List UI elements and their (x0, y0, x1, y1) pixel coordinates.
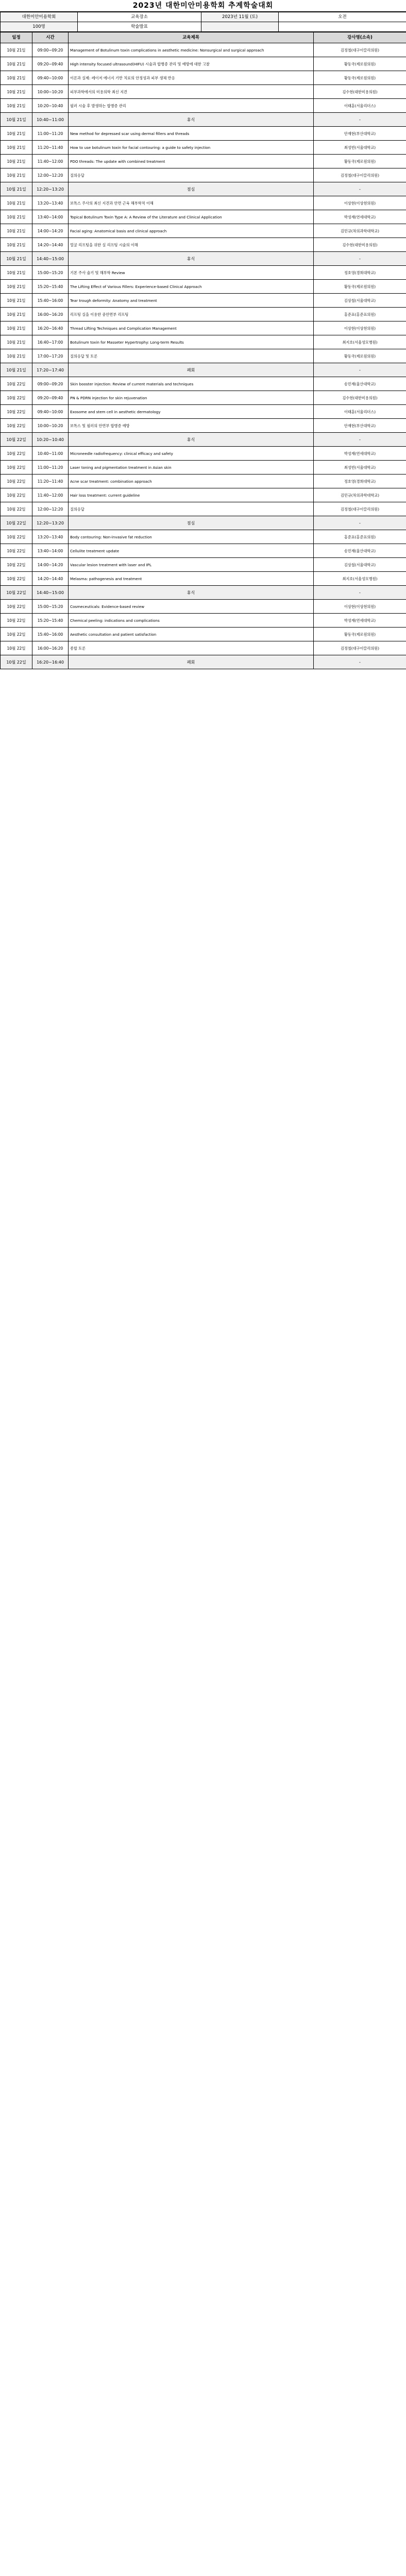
schedule-body (1, 43, 406, 669)
time-cell: 12:00~12:20 (32, 168, 69, 182)
date-cell: 10월 22일 (1, 488, 32, 502)
speaker-cell: 이상현(이상현의원) (314, 600, 406, 614)
time-cell: 11:20~11:40 (32, 474, 69, 488)
speaker-cell: 최성빈(서울대학교) (314, 141, 406, 155)
title-cell: 휴식 (69, 252, 314, 266)
speaker-cell: - (314, 252, 406, 266)
time-cell: 11:20~11:40 (32, 141, 69, 155)
speaker-cell: - (314, 655, 406, 669)
title-cell: Topical Botulinum Toxin Type A: A Review of the Literature and Clinical Application (69, 210, 314, 224)
page-title: 2023년 대한미안미용학회 추계학술대회 (0, 0, 406, 12)
time-cell: 09:40~10:00 (32, 405, 69, 419)
title-cell: Microneedle radiofrequency: clinical efficacy and safety (69, 447, 314, 461)
date-cell: 10월 22일 (1, 655, 32, 669)
header-time: 시간 (32, 32, 69, 43)
speaker-cell: 이태훈(서울리더스) (314, 405, 406, 419)
session-cell: 오전 (279, 12, 406, 22)
title-cell: 폐회 (69, 655, 314, 669)
time-cell: 15:40~16:00 (32, 628, 69, 641)
table-row (1, 600, 406, 614)
date-cell: 10월 22일 (1, 516, 32, 530)
table-row (1, 71, 406, 85)
title-cell: Facial aging: Anatomical basis and clinical approach (69, 224, 314, 238)
speaker-cell: 이상현(이상현의원) (314, 321, 406, 335)
title-cell: 필러 시술 후 발생하는 합병증 관리 (69, 99, 314, 113)
venue-cell: 교육장소 (78, 12, 201, 22)
date-cell: 10월 21일 (1, 294, 32, 308)
table-row (1, 461, 406, 474)
title-cell: 점심 (69, 516, 314, 530)
title-cell: PDO threads: The update with combined treatment (69, 155, 314, 168)
speaker-cell: 김민규(차의과학대학교) (314, 224, 406, 238)
time-cell: 14:00~14:20 (32, 224, 69, 238)
time-cell: 10:00~10:20 (32, 85, 69, 99)
date-cell: 10월 22일 (1, 405, 32, 419)
time-cell: 14:40~15:00 (32, 586, 69, 600)
table-row (1, 530, 406, 544)
time-cell: 10:20~10:40 (32, 433, 69, 447)
table-row (1, 85, 406, 99)
date-cell: 10월 22일 (1, 474, 32, 488)
speaker-cell: 안재현(부산대학교) (314, 127, 406, 141)
date-cell: 2023년 11월 (토) (201, 12, 279, 22)
count-cell: 100명 (1, 22, 78, 32)
date-cell: 10월 21일 (1, 363, 32, 377)
date-cell: 10월 21일 (1, 71, 32, 85)
speaker-cell: 김민규(차의과학대학교) (314, 488, 406, 502)
date-cell: 10월 21일 (1, 280, 32, 294)
speaker-cell: 김수현(대한미용의원) (314, 238, 406, 252)
date-cell: 10월 21일 (1, 43, 32, 57)
table-row (1, 628, 406, 641)
speaker-cell: 박성재(연세대학교) (314, 447, 406, 461)
table-row (1, 43, 406, 57)
date-cell: 10월 22일 (1, 558, 32, 572)
time-cell: 11:00~11:20 (32, 461, 69, 474)
date-cell: 10월 21일 (1, 210, 32, 224)
date-cell: 10월 21일 (1, 155, 32, 168)
speaker-cell: 황동국(제로원의원) (314, 628, 406, 641)
date-cell: 10월 22일 (1, 391, 32, 405)
title-cell: 점심 (69, 182, 314, 196)
table-row (1, 224, 406, 238)
date-cell: 10월 22일 (1, 600, 32, 614)
title-cell: 폐회 (69, 363, 314, 377)
time-cell: 16:20~16:40 (32, 655, 69, 669)
date-cell: 10월 21일 (1, 141, 32, 155)
speaker-cell: 이상현(이상현의원) (314, 196, 406, 210)
speaker-cell: 홍준표(홍준표의원) (314, 530, 406, 544)
date-cell: 10월 22일 (1, 628, 32, 641)
speaker-cell: 김정철(대구이끌리의원) (314, 168, 406, 182)
date-cell: 10월 21일 (1, 224, 32, 238)
date-cell: 10월 21일 (1, 335, 32, 349)
table-row (1, 99, 406, 113)
date-cell: 10월 21일 (1, 182, 32, 196)
date-cell: 10월 22일 (1, 544, 32, 558)
date-cell: 10월 21일 (1, 321, 32, 335)
table-row (1, 168, 406, 182)
date-cell: 10월 21일 (1, 252, 32, 266)
time-cell: 14:40~15:00 (32, 252, 69, 266)
title-cell: 보톡스 주사의 최신 지견과 안면 근육 해부학적 이해 (69, 196, 314, 210)
title-cell: Laser toning and pigmentation treatment in Asian skin (69, 461, 314, 474)
speaker-cell: 황동국(제로원의원) (314, 349, 406, 363)
title-cell: 질의응답 (69, 502, 314, 516)
table-row (1, 141, 406, 155)
date-cell: 10월 21일 (1, 127, 32, 141)
time-cell: 12:20~13:20 (32, 516, 69, 530)
date-cell: 10월 22일 (1, 447, 32, 461)
title-cell: 휴식 (69, 586, 314, 600)
date-cell: 10월 22일 (1, 377, 32, 391)
speaker-cell: - (314, 182, 406, 196)
title-cell: Acne scar treatment: combination approach (69, 474, 314, 488)
title-cell: Cellulite treatment update (69, 544, 314, 558)
table-row (1, 558, 406, 572)
meta-table (0, 12, 406, 32)
title-cell: Aesthetic consultation and patient satisfaction (69, 628, 314, 641)
date-cell: 10월 21일 (1, 99, 32, 113)
time-cell: 12:00~12:20 (32, 502, 69, 516)
date-cell: 10월 22일 (1, 530, 32, 544)
speaker-cell: 최지호(서울성모병원) (314, 335, 406, 349)
speaker-cell: 박성재(연세대학교) (314, 614, 406, 628)
speaker-cell: 황동국(제로원의원) (314, 155, 406, 168)
speaker-cell: 황동국(제로원의원) (314, 57, 406, 71)
time-cell: 10:40~11:00 (32, 113, 69, 127)
title-cell: Skin booster injection: Review of current materials and techniques (69, 377, 314, 391)
time-cell: 11:00~11:20 (32, 127, 69, 141)
break-row (1, 182, 406, 196)
date-cell: 10월 21일 (1, 266, 32, 280)
speaker-cell: - (314, 363, 406, 377)
speaker-cell: 송민재(울산대학교) (314, 544, 406, 558)
date-cell: 10월 21일 (1, 196, 32, 210)
break-row (1, 433, 406, 447)
header-speaker: 강사명(소속) (314, 32, 406, 43)
table-row (1, 238, 406, 252)
time-cell: 15:20~15:40 (32, 614, 69, 628)
time-cell: 09:00~09:20 (32, 43, 69, 57)
break-row (1, 655, 406, 669)
host-cell: 대한미안미용학회 (1, 12, 78, 22)
table-row (1, 155, 406, 168)
meta-blank-cell (201, 22, 279, 32)
table-row (1, 405, 406, 419)
date-cell: 10월 22일 (1, 461, 32, 474)
date-cell: 10월 22일 (1, 572, 32, 586)
speaker-cell: 최지호(서울성모병원) (314, 572, 406, 586)
speaker-cell: 김상철(서울대학교) (314, 294, 406, 308)
table-row (1, 266, 406, 280)
speaker-cell: 김상철(서울대학교) (314, 558, 406, 572)
speaker-cell: 송민재(울산대학교) (314, 377, 406, 391)
break-row (1, 516, 406, 530)
speaker-cell: 김수현(대한미용의원) (314, 391, 406, 405)
table-row (1, 641, 406, 655)
time-cell: 15:40~16:00 (32, 294, 69, 308)
time-cell: 17:00~17:20 (32, 349, 69, 363)
table-row (1, 419, 406, 433)
title-cell: 종합 토론 (69, 641, 314, 655)
date-cell: 10월 22일 (1, 433, 32, 447)
date-cell: 10월 22일 (1, 614, 32, 628)
speaker-cell: 안재현(부산대학교) (314, 419, 406, 433)
speaker-cell: - (314, 516, 406, 530)
time-cell: 13:20~13:40 (32, 530, 69, 544)
time-cell: 15:00~15:20 (32, 600, 69, 614)
table-row (1, 308, 406, 321)
date-cell: 10월 22일 (1, 641, 32, 655)
meta-blank-cell-2 (279, 22, 406, 32)
time-cell: 09:00~09:20 (32, 377, 69, 391)
title-cell: 기본 주사 술기 및 해부학 Review (69, 266, 314, 280)
title-cell: 보톡스 및 필러의 안면부 합병증 예방 (69, 419, 314, 433)
title-cell: 휴식 (69, 113, 314, 127)
title-cell: 리프팅 실을 이용한 중안면부 리프팅 (69, 308, 314, 321)
table-row (1, 321, 406, 335)
date-cell: 10월 21일 (1, 57, 32, 71)
speaker-cell: - (314, 113, 406, 127)
time-cell: 13:40~14:00 (32, 544, 69, 558)
speaker-cell: - (314, 433, 406, 447)
title-cell: Botulinum toxin for Masseter Hypertrophy: Long-term Results (69, 335, 314, 349)
title-cell: 질의응답 및 토론 (69, 349, 314, 363)
header-title: 교육제목 (69, 32, 314, 43)
speaker-cell: 정호영(경희대학교) (314, 266, 406, 280)
time-cell: 09:40~10:00 (32, 71, 69, 85)
time-cell: 17:20~17:40 (32, 363, 69, 377)
title-cell: 휴식 (69, 433, 314, 447)
date-cell: 10월 21일 (1, 85, 32, 99)
table-row (1, 280, 406, 294)
date-cell: 10월 21일 (1, 113, 32, 127)
speaker-cell: 황동국(제로원의원) (314, 280, 406, 294)
speaker-cell: 김정철(대구이끌리의원) (314, 502, 406, 516)
table-row (1, 544, 406, 558)
table-row (1, 127, 406, 141)
table-row (1, 488, 406, 502)
table-row (1, 447, 406, 461)
title-cell: 이론과 실제: 레이저 에너지 기반 치료의 안정성과 피부 생체 반응 (69, 71, 314, 85)
table-row (1, 57, 406, 71)
time-cell: 14:00~14:20 (32, 558, 69, 572)
speaker-cell: 김정철(대구이끌리의원) (314, 43, 406, 57)
date-cell: 10월 21일 (1, 308, 32, 321)
category-cell: 학술발표 (78, 22, 201, 32)
table-row (1, 294, 406, 308)
time-cell: 16:00~16:20 (32, 641, 69, 655)
break-row (1, 252, 406, 266)
time-cell: 14:20~14:40 (32, 572, 69, 586)
time-cell: 10:40~11:00 (32, 447, 69, 461)
schedule-table (0, 32, 406, 669)
header-date: 일정 (1, 32, 32, 43)
title-cell: How to use botulinum toxin for facial contouring: a guide to safety injection (69, 141, 314, 155)
title-cell: Vascular lesion treatment with laser and IPL (69, 558, 314, 572)
time-cell: 09:20~09:40 (32, 391, 69, 405)
time-cell: 10:20~10:40 (32, 99, 69, 113)
table-row (1, 210, 406, 224)
title-cell: High intensity focused ultrasound(HIFU) 시술과 합병증 관리 및 예방에 대한 고찰 (69, 57, 314, 71)
speaker-cell: 박성재(연세대학교) (314, 210, 406, 224)
date-cell: 10월 22일 (1, 419, 32, 433)
table-row (1, 349, 406, 363)
table-row (1, 391, 406, 405)
speaker-cell: - (314, 586, 406, 600)
speaker-cell: 최성빈(서울대학교) (314, 461, 406, 474)
title-cell: Body contouring: Non-invasive fat reduction (69, 530, 314, 544)
table-row (1, 502, 406, 516)
title-cell: Tear trough deformity: Anatomy and treatment (69, 294, 314, 308)
speaker-cell: 정호영(경희대학교) (314, 474, 406, 488)
time-cell: 15:00~15:20 (32, 266, 69, 280)
title-cell: Management of Botulinum toxin complications in aesthetic medicine: Nonsurgical and surgical approach (69, 43, 314, 57)
time-cell: 13:20~13:40 (32, 196, 69, 210)
time-cell: 15:20~15:40 (32, 280, 69, 294)
table-row (1, 196, 406, 210)
time-cell: 16:20~16:40 (32, 321, 69, 335)
title-cell: 질의응답 (69, 168, 314, 182)
speaker-cell: 김수현(대한미용의원) (314, 85, 406, 99)
table-row (1, 614, 406, 628)
time-cell: 11:40~12:00 (32, 155, 69, 168)
time-cell: 11:40~12:00 (32, 488, 69, 502)
date-cell: 10월 21일 (1, 168, 32, 182)
time-cell: 14:20~14:40 (32, 238, 69, 252)
table-row (1, 572, 406, 586)
date-cell: 10월 22일 (1, 586, 32, 600)
speaker-cell: 황동국(제로원의원) (314, 71, 406, 85)
title-cell: Exosome and stem cell in aesthetic dermatology (69, 405, 314, 419)
time-cell: 12:20~13:20 (32, 182, 69, 196)
date-cell: 10월 21일 (1, 238, 32, 252)
title-cell: PN & PDRN injection for skin rejuvenation (69, 391, 314, 405)
table-row (1, 474, 406, 488)
speaker-cell: 김정철(대구이끌리의원) (314, 641, 406, 655)
table-row (1, 335, 406, 349)
title-cell: The Lifting Effect of Various Fillers: Experience-based Clinical Approach (69, 280, 314, 294)
title-cell: Chemical peeling: indications and complications (69, 614, 314, 628)
title-cell: New method for depressed scar using dermal fillers and threads (69, 127, 314, 141)
table-row (1, 377, 406, 391)
date-cell: 10월 21일 (1, 349, 32, 363)
title-cell: 피부과학에서의 미용의학 최신 지견 (69, 85, 314, 99)
title-cell: Melasma: pathogenesis and treatment (69, 572, 314, 586)
time-cell: 16:40~17:00 (32, 335, 69, 349)
break-row (1, 113, 406, 127)
title-cell: Hair loss treatment: current guideline (69, 488, 314, 502)
title-cell: Cosmeceuticals: Evidence-based review (69, 600, 314, 614)
speaker-cell: 홍준표(홍준표의원) (314, 308, 406, 321)
time-cell: 16:00~16:20 (32, 308, 69, 321)
title-cell: 얼굴 리프팅을 위한 실 리프팅 시술의 이해 (69, 238, 314, 252)
time-cell: 09:20~09:40 (32, 57, 69, 71)
speaker-cell: 이태훈(서울리더스) (314, 99, 406, 113)
break-row (1, 586, 406, 600)
date-cell: 10월 22일 (1, 502, 32, 516)
time-cell: 13:40~14:00 (32, 210, 69, 224)
break-row (1, 363, 406, 377)
time-cell: 10:00~10:20 (32, 419, 69, 433)
title-cell: Thread Lifting Techniques and Complication Management (69, 321, 314, 335)
